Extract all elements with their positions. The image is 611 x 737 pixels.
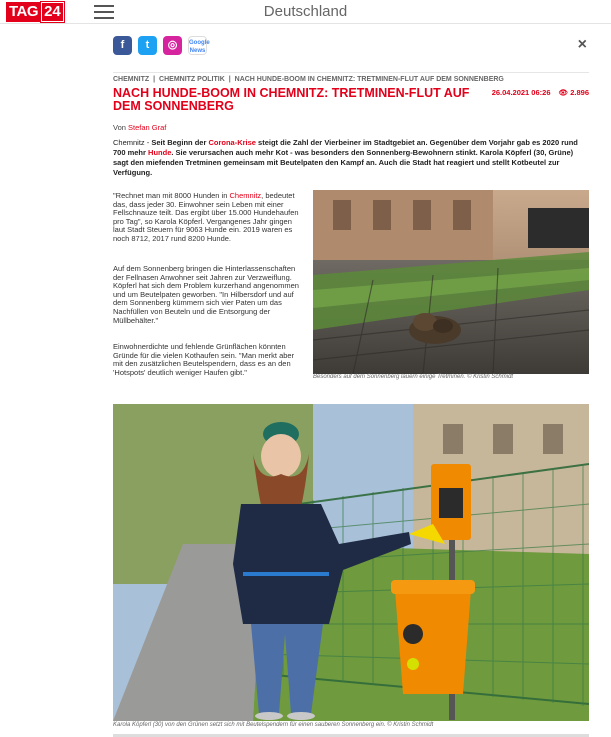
link-corona-krise[interactable]: Corona-Krise	[208, 138, 256, 147]
view-count: 2.896	[570, 88, 589, 97]
logo-tag: TAG	[6, 2, 40, 22]
photo-caption-1: Besonders auf dem Sonnenberg lauern einige Tretminen. © Kristin Schmidt	[313, 374, 514, 380]
google-news-icon[interactable]: Google News	[188, 36, 207, 55]
photo-caption-2: Karola Köpferl (30) von den Grünen setzt sich mit Beutelspendern für einen sauberen Sonnenberg ein. © Kristin Schmidt	[113, 722, 434, 728]
paragraph-2: Auf dem Sonnenberg bringen die Hinterlassenschaften der Fellnasen Anwohner seit Jahren zur Verzweiflung. Köpferl hat sich dem Problem kurzerhand angenommen und um Beutelpaten geworben. "In Hilbersdorf und auf dem Sonnenberg kümmern sich vier Paten um das Nachfüllen von Beuteln und die Entsorgung der Müllbehälter."	[113, 264, 299, 325]
eye-icon: 👁	[558, 88, 569, 97]
author-link[interactable]: Stefan Graf	[128, 123, 167, 132]
link-hunde[interactable]: Hunde	[148, 148, 172, 157]
article-meta	[492, 88, 589, 97]
article-lead: Chemnitz - Seit Beginn der Corona-Krise steigt die Zahl der Vierbeiner im Stadtgebiet an. Gegenüber dem Vorjahr gab es 2020 rund 700 mehr Hunde. Sie verursachen auch mehr Kot - was besonders den Sonnenberg-Bewohnern stinkt. Karola Köpferl (30, Grüne) sagt den miefenden Tretminen gemeinsam mit Beutelpaten den Kampf an. Auch die Stadt hat reagiert und stellt Kotbeutel zur Verfügung.	[113, 138, 578, 177]
breadcrumb-article[interactable]: NACH HUNDE-BOOM IN CHEMNITZ: TRETMINEN-FLUT AUF DEM SONNENBERG	[234, 76, 504, 83]
close-icon[interactable]: ×	[577, 36, 587, 53]
logo-number: 24	[41, 2, 64, 22]
author-line: Von Stefan Graf	[113, 123, 167, 132]
top-bar	[0, 0, 611, 24]
link-chemnitz[interactable]: Chemnitz	[229, 191, 262, 200]
twitter-icon[interactable]: t	[138, 36, 157, 55]
paragraph-3: Einwohnerdichte und fehlende Grünflächen könnten Gründe für die vielen Kothaufen sein. "Man merkt aber mit den zusätzlichen Beutelspendern, dass es an den 'Hotspots' deutlich weniger Haufen gibt."	[113, 342, 295, 377]
breadcrumb-chemnitz-politik[interactable]: CHEMNITZ POLITIK	[159, 76, 225, 83]
breadcrumb: CHEMNITZ | CHEMNITZ POLITIK | NACH HUNDE-BOOM IN CHEMNITZ: TRETMINEN-FLUT AUF DEM SONNENBERG	[113, 72, 589, 83]
article-headline: NACH HUNDE-BOOM IN CHEMNITZ: TRETMINEN-FLUT AUF DEM SONNENBERG	[113, 86, 470, 113]
paragraph-1: "Rechnet man mit 8000 Hunden in Chemnitz, bedeutet das, dass jeder 30. Einwohner sein Leben mit einer Fellschnauze teilt. Das ergibt über 15.000 Hundehaufen pro Tag", so Karola Köpferl. Vergangenes Jahr gingen laut Stadt Steuern für 9063 Hunde ein. 2019 waren es noch 8712, 2017 rund 8200 Hunde.	[113, 191, 299, 243]
publish-date: 26.04.2021 06:26	[491, 88, 551, 97]
facebook-icon[interactable]: f	[113, 36, 132, 55]
region-title[interactable]: Deutschland	[263, 3, 348, 20]
photo-karola-koepferl[interactable]	[113, 404, 589, 721]
photo-dog-poop[interactable]	[313, 190, 589, 374]
instagram-icon[interactable]: ◎	[163, 36, 182, 55]
social-share-bar	[113, 36, 210, 55]
breadcrumb-chemnitz[interactable]: CHEMNITZ	[113, 76, 150, 83]
